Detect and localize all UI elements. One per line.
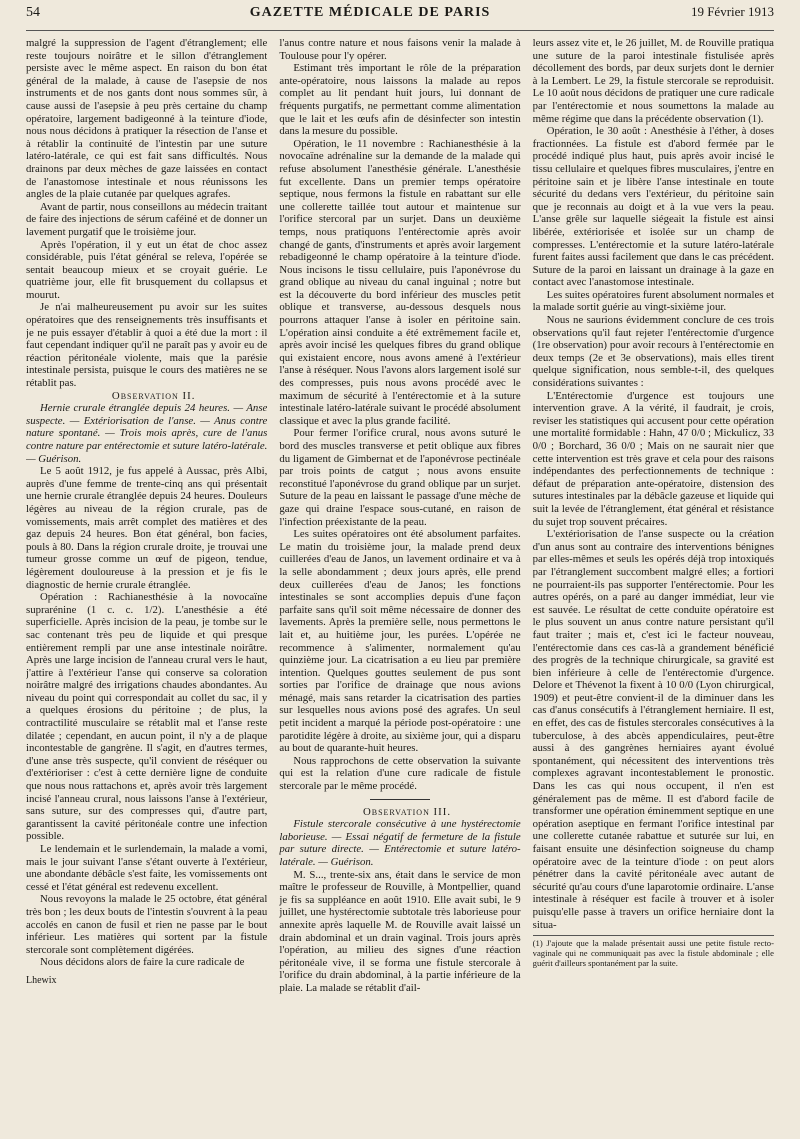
paragraph: Les suites opératoires furent absolument normales et la malade sortit guérie au vingt-sixième jour. <box>532 288 774 314</box>
column-1 <box>26 37 267 1117</box>
paragraph: Avant de partir, nous conseillons au médecin traitant de faire des injections de sérum caféiné et de donner un lavement purgatif que le troisième jour. <box>26 200 268 238</box>
column-2 <box>279 37 520 1117</box>
column-3 <box>533 37 774 1117</box>
paragraph: Nous revoyons la malade le 25 octobre, état général très bon ; les deux bouts de l'intestin s'ouvrent à la peau accolés en canon de fusil et rien ne passe par le bout inférieur. Les matières qui sortent par la fistule stercorale sont complètement digérées. <box>26 893 268 956</box>
separator <box>370 799 430 800</box>
paragraph: Le lendemain et le surlendemain, la malade a vomi, mais le jour suivant l'anse s'étant ouverte à l'extérieur, une abondante débâcle s'est faite, les vomissements ont cessé et l'état général est redevenu excellent. <box>26 843 268 893</box>
page-header <box>26 4 774 31</box>
paragraph: Nous rapprochons de cette observation la suivante qui est la relation d'une cure radicale de fistule stercorale par le même procédé. <box>279 754 521 793</box>
article-columns <box>26 37 774 1117</box>
paragraph: Pour fermer l'orifice crural, nous avons suturé le bord des muscles transverse et petit oblique aux fibres du ligament de Gimbernat et de l'aponévrose pectinéale par trois points de catgut ; nous avons ensuite reconstitué l'aponévrose du grand oblique par un surjet. Suture de la peau en laissant le passage d'une mèche de gaze qui draine l'espace sous-cutané, en raison de l'infection préexistante de la peau. <box>279 427 521 528</box>
handwritten-signature: Lhewix <box>26 974 57 986</box>
paragraph: malgré la suppression de l'agent d'étranglement; elle reste toujours noirâtre et le sillon d'étranglement persiste avec le même aspect. En raison du bon état général de la malade, à cause de l'asepsie de nos instruments et de nos gants dont nous sommes sûr, à cause aussi de l'asepsie à peu près certaine du champ opératoire, largement badigeonné à la teinture d'iode, nous nous décidons à pratiquer la résection de l'anse et à rétablir la continuité de l'intestin par une suture latéro-latérale, ce qui est fait sans difficultés. Nous drainons par deux mèches de gaze laissées en contact de l'anastomose intestinale et nous réunissons les angles de la plaie cutanée par quelques agrafes. <box>26 37 268 201</box>
paragraph: Opération : Rachianesthésie à la novocaïne suprarénine (1 c. c. 1/2). L'anesthésie a été superficielle. Après incision de la peau, je tombe sur le sac contenant très peu de liquide et qui presque entièrement rempli par une anse intestinale noirâtre. Après une large incision de l'anneau crural vers le haut, j'attire à l'extérieur l'anse qui conserve sa coloration noirâtre malgré des irrigations chaudes abondantes. Au niveau du point qui correspondait au collet du sac, il y a quelques érosions du péritoine ; de plus, la contractilité musculaire se rétablit mal et l'anse reste dilatée ; cependant, en aucun point, il n'y a de plaque incontestable de gangrène. Il s'agit, en d'autres termes, d'une anse très suspecte, qu'il convient de réséquer ou d'extérioriser : c'est à cette dernière ligne de conduite que nous nous rattachons et, après avoir très largement incisé l'anneau crural, nous laissons l'anse à l'extérieur, sans suture, sur des compresses qui, d'autre part, garantissent la cavité péritonéale contre une infection possible. <box>26 591 268 843</box>
issue-date: 19 Février 1913 <box>690 4 774 19</box>
paragraph: Opération, le 30 août : Anesthésie à l'éther, à doses fractionnées. La fistule est d'abord fermée par le procédé indiqué plus haut, puis après avoir incisé le tissu cellulaire et quelques fibres musculaires, j'entre en péritoine sain et je libère l'anse intestinale en toute sécurité du dedans vers l'extérieur, du péritoine sain que je reconnais au doigt et à la vue vers la peau. L'anse grêle sur laquelle siégeait la fistule est ainsi libérée, extériorisée et isolée sur un champ de compresses. L'entérectomie et la suture latéro-latérale furent faites aussi facilement que dans le cas précédent. Suture de la paroi en laissant un drainage à la gaze en contact avec l'anastomose intestinale. <box>532 125 774 289</box>
paragraph: Je n'ai malheureusement pu avoir sur les suites opératoires que des renseignements très insuffisants et je ne puis essayer d'établir à quoi a été due la mort : il faut cependant indiquer qu'il ne paraît pas y avoir eu de réaction péritonéale violente, mais que la parésie intestinale persista, puisque le cours des matières ne se rétablit pas. <box>26 301 268 390</box>
observation-title: Observation III. <box>362 805 452 818</box>
paragraph: M. S..., trente-six ans, était dans le service de mon maître le professeur de Rouville, à Montpellier, quand je fis sa suppléance en août 1910. Elle avait subi, le 9 juillet, une hystérectomie subtotale très laborieuse pour annexite après laquelle M. de Rouville avait laissé un drain abdominal et un drain vaginal. Trois jours après l'opération, au milieu des signes d'une réaction péritonéale vive, il se forma une fistule stercorale à l'orifice du drain abdominal, à la partie inférieure de la plaie. La malade se rétablit d'ail- <box>279 868 521 994</box>
paragraph: Les suites opératoires ont été absolument parfaites. Le matin du troisième jour, la malade prend deux cuillerées d'eau de Janos, un lavement ordinaire et va à la selle abondamment ; deux jours après, elle prend deux cuillerées d'eau de Janos; les fonctions intestinales se sont accomplies depuis d'une façon parfaite sans qu'il soit même nécessaire de donner des lavements. Après la première selle, nous permettons le lait et, au huitième jour, les purées. L'opérée ne recommence à s'alimenter, normalement qu'au quinzième jour. La cicatrisation a eu lieu par première intention. Quelques gouttes seulement de pus sont sorties par l'orifice de drainage que nous avions ménagé, mais sans retarder la cicatrisation des parties sur lesquelles nous avions posé des agrafes. Un seul petit incident a marqué la période post-opératoire : une parotidite légère à droite, au sixième jour, qui a disparu au bout de quarante-huit heures. <box>279 528 521 755</box>
paragraph: l'anus contre nature et nous faisons venir la malade à Toulouse pour l'y opérer. <box>279 37 521 62</box>
paragraph: Nous décidons alors de faire la cure radicale de <box>40 956 245 969</box>
paragraph: Estimant très important le rôle de la préparation ante-opératoire, nous laissons la malade au repos complet au lit pendant huit jours, lui donnant de fréquents purgatifs, ne permettant comme alimentation que le lait et les œufs afin de désinfecter son intestin dans la mesure du possible. <box>279 62 521 138</box>
paragraph: Nous ne saurions évidemment conclure de ces trois observations qu'il faut rejeter l'entérectomie d'urgence (1re observation) pour avoir recours à l'entérectomie en deux temps (2e et 3e observations), mais elles tirent quelque signification, nous semble-t-il, des quelques considérations suivantes : <box>532 314 774 390</box>
observation-subtitle: Fistule stercorale consécutive à une hystérectomie laborieuse. — Essai négatif de fermeture de la fistule par suture directe. — Entérectomie et suture latéro-latérale. — Guérison. <box>279 818 521 868</box>
paragraph: L'Entérectomie d'urgence est toujours une intervention grave. A la vérité, il faudrait, je crois, reviser les statistiques qui accusent pour cette opération une mortalité formidable : Hahn, 47 0/0 ; Mickulicz, 33 0/0 ; Borchard, 36 0/0 ; Mais on ne saurait nier que cette intervention est très grave et cela pour des raisons indépendantes des perfectionnements de technique : défaut de préparation ante-opératoire, distension des sutures intestinales par la débâcle gazeuse et liquide qui suit la levée de l'étranglement, état général et résistance du sujet trop souvent précaires. <box>532 389 774 528</box>
journal-title: GAZETTE MÉDICALE DE PARIS <box>249 5 491 20</box>
paragraph: L'extériorisation de l'anse suspecte ou la création d'un anus sont au contraire des interventions bénignes par elles-mêmes et seuls les opérés déjà trop intoxiqués par l'étranglement succombent malgré elles; a fortiori ne pourraient-ils pas supporter l'entérectomie. Pour les autres opérés, on a paré au danger immédiat, leur vie est sauvée. Le résultat de cette conduite opératoire est le plus souvent un anus contre nature persistant qu'il faut traiter ; mais et, c'est ici le facteur nouveau, l'entérectomie dans ces cas-là a grandement bénéficié des progrès de la technique chirurgicale, sa gravité est bien inférieure à celle de l'entérectomie d'urgence. Delore et Thévenot la fixent à 10 0/0 (Lyon chirurgical, 1909) et peut-être convient-il de la diminuer dans les cas d'anus consécutifs à l'étranglement herniaire. Il est, en effet, des cas de fistules stercorales consécutives à la tuberculose, à des abcès appendiculaires, peut-être aussi à des gangrènes herniaires ayant évolué spontanément, qui nécessitent des interventions très complexes agravant incontestablement le pronostic. Dans les cas qui nous occupent, il n'en est généralement pas de même. Il est d'abord facile de transformer une opération éminemment septique en une opération aseptique en fermant l'orifice intestinal par une collerette cutanée rabattue et suturée sur lui, en faisant ensuite une désinfection soigneuse du champ opératoire avec de la teinture d'iode : on peut alors pénétrer dans la cavité péritonéale avec autant de sécurité qu'au cours d'une laparotomie ordinaire. L'anse intestinale à réséquer est facile à trouver et à isoler puisqu'elle passe à travers un orifice herniaire dont la situa- <box>532 528 774 931</box>
paragraph: Opération, le 11 novembre : Rachianesthésie à la novocaïne adrénaline sur la demande de la malade qui refuse absolument l'anesthésie générale. L'anesthésie fut excellente. Dans un premier temps opératoire septique, nous fermons la fistule en rabattant sur elle une collerette taillée tout autour et maintenue sur l'orifice stercoral par un surjet. Dans un deuxième temps, nous pratiquons l'entérectomie après avoir changé de gants, d'instruments et après avoir largement rebadigeonné le champ opératoire à la teinture d'iode. Nous incisons le tissu cellulaire, puis l'aponévrose du grand oblique au niveau du canal inguinal ; notre but est la découverte du bord inférieur des muscles petit oblique et transverse, au-dessous desquels nous pourrons attaquer l'anse à isoler en péritoine sain. L'opération ainsi conduite a été extrêmement facile et, après avoir incisé les quelques fibres du grand oblique qui existaient encore, nous avons amené à l'extérieur l'anse à réséquer. Nous l'avons alors largement isolé sur des compresses, puis nous avons procédé avec le maximum de sécurité à l'entérectomie et à la suture intestinale latéro-latérale suivant le procédé absolument classique et avec la plus grande facilité. <box>279 137 521 427</box>
page-number: 54 <box>26 5 40 20</box>
observation-subtitle: Hernie crurale étranglée depuis 24 heures. — Anse suspecte. — Extériorisation de l'anse. — Anus contre nature spontané. — Trois mois après, cure de l'anus contre nature par entérectomie et suture latéro-latérale. — Guérison. <box>26 402 268 465</box>
observation-title: Observation II. <box>111 389 196 402</box>
paragraph: leurs assez vite et, le 26 juillet, M. de Rouville pratiqua une suture de la paroi intestinale fistulisée après décollement des bords, par deux surjets dont le dernier à la Lembert. Le 29, la fistule stercorale se reproduisit. Le 10 août nous décidons de pratiquer une cure radicale par l'entérectomie et nous soumettons la malade au même régime que dans la précédente observation (1). <box>532 37 774 125</box>
paragraph: Le 5 août 1912, je fus appelé à Aussac, près Albi, auprès d'une femme de trente-cinq ans qui présentait une hernie crurale étranglée depuis 24 heures. Douleurs légères au niveau de la région crurale, pas de vomissements, mais arrêt complet des matières et des gaz depuis 24 heures. Bon état général, bon facies, pouls à 80. Dans la région crurale droite, je trouvai une tumeur grosse comme un œuf de pigeon, tendue, légèrement douloureuse à la pression et je fis le diagnostic de hernie crurale étranglée. <box>26 465 268 591</box>
footnote: (1) J'ajoute que la malade présentait aussi une petite fistule recto-vaginale qui ne communiquait pas avec la fistule abdominale ; elle guérit d'ailleurs spontanément par la suite. <box>533 935 774 968</box>
paragraph: Après l'opération, il y eut un état de choc assez considérable, puis l'état général se releva, l'opérée se sentait beaucoup mieux et se croyait guérie. Le quatrième jour, elle fit brusquement du collapsus et mourut. <box>26 238 268 301</box>
